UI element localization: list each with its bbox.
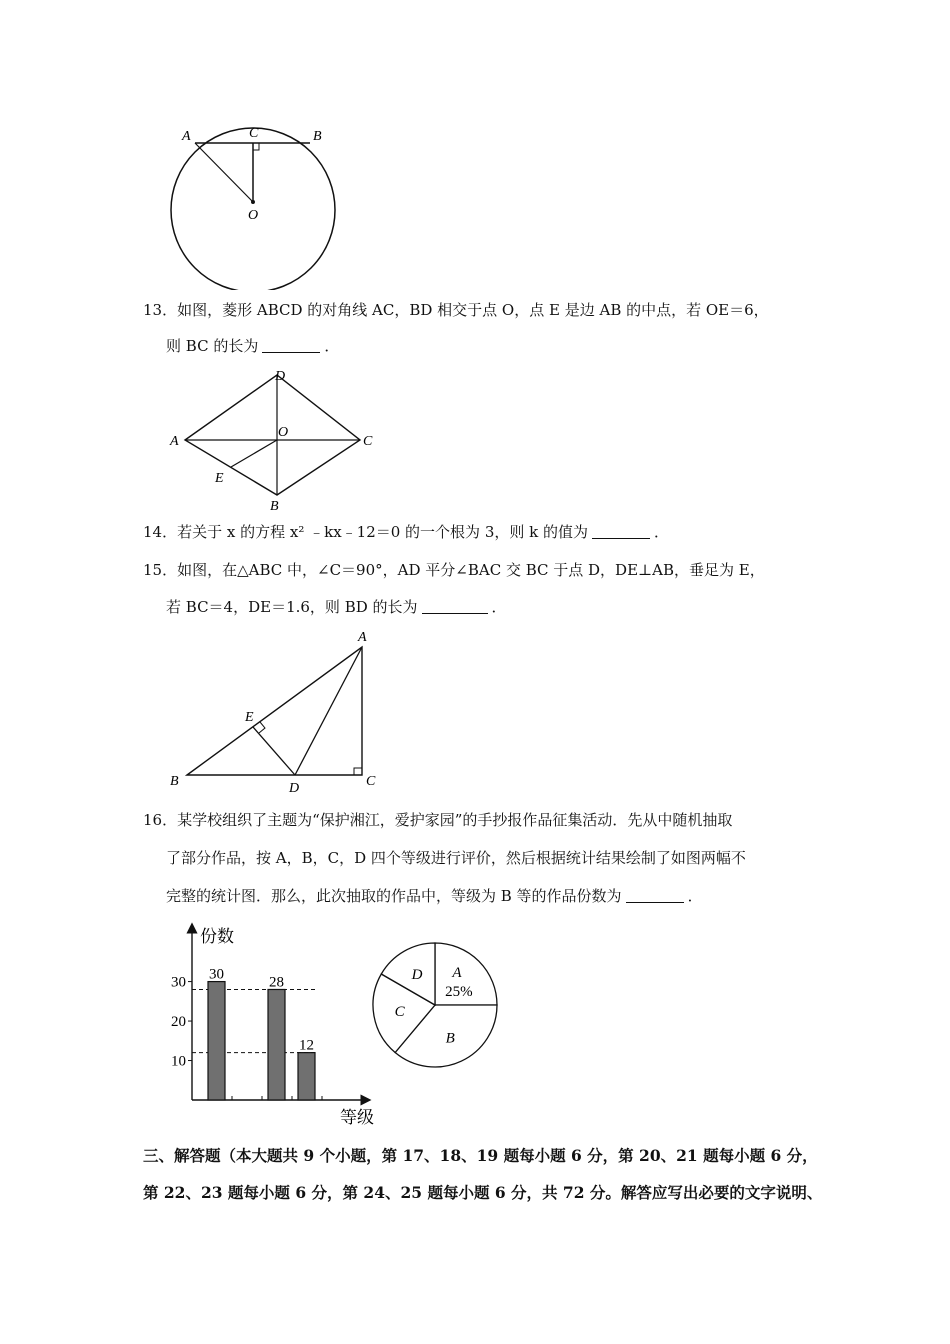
section-3-line2	[143, 1183, 822, 1203]
pie-slice-label: B	[445, 1030, 455, 1047]
y-tick-label: 30	[171, 974, 186, 991]
bar	[298, 1053, 315, 1100]
punctuation: ．	[687, 887, 703, 905]
x-axis-label: 等级	[340, 1108, 374, 1127]
question-text: 了部分作品，按 A，B，C，D 四个等级进行评价，然后根据统计结果绘制了如图两幅不	[166, 849, 746, 867]
point-label-e: E	[215, 471, 224, 486]
point-label-d: D	[275, 369, 286, 384]
section-heading: 三、解答题（本大题共 9 个小题，第 17、18、19 题每小题 6 分，第 20、21 题每小题 6 分，	[143, 1146, 818, 1165]
bar-chart	[160, 920, 390, 1130]
point-label-b: B	[170, 774, 179, 789]
question-13-line2	[166, 336, 339, 356]
question-14	[143, 522, 669, 542]
question-16-line1	[143, 810, 732, 830]
pie-slice-percent: 25%	[445, 984, 473, 1001]
question-16-line2	[166, 848, 746, 868]
circle-chord-figure	[160, 120, 360, 290]
point-label-o: O	[278, 425, 289, 440]
bar	[268, 989, 285, 1100]
point-label-b: B	[270, 499, 279, 514]
point-label-e: E	[245, 710, 254, 725]
y-axis-label: 份数	[200, 927, 234, 946]
y-tick-label: 10	[171, 1053, 186, 1070]
punctuation: ．	[654, 523, 670, 541]
question-number: 15．	[143, 561, 178, 579]
punctuation: ．	[491, 598, 507, 616]
point-label-d: D	[289, 781, 300, 795]
question-text: 完整的统计图．那么，此次抽取的作品中，等级为 B 等的作品份数为	[166, 887, 622, 905]
point-label-b: B	[313, 129, 322, 144]
question-text: 若关于 x 的方程 x² ﹣kx﹣12＝0 的一个根为 3，则 k 的值为	[177, 523, 588, 541]
question-16-line3	[166, 886, 703, 906]
section-text: 第 22、23 题每小题 6 分，第 24、25 题每小题 6 分，共 72 分。解答应写出必要的文字说明、	[143, 1183, 823, 1202]
right-triangle-figure	[165, 625, 390, 795]
bar-value-label: 28	[269, 974, 284, 991]
question-text: 如图，菱形 ABCD 的对角线 AC，BD 相交于点 O，点 E 是边 AB 的中点，若 OE＝6，	[177, 301, 769, 319]
bar	[208, 982, 225, 1100]
rhombus-figure	[165, 365, 390, 515]
question-number: 13．	[143, 301, 178, 319]
question-text: 若 BC＝4，DE＝1.6，则 BD 的长为	[166, 598, 418, 616]
question-15-line2	[166, 597, 507, 617]
question-text: 某学校组织了主题为“保护湘江，爱护家园”的手抄报作品征集活动．先从中随机抽取	[177, 811, 733, 829]
y-tick-label: 20	[171, 1014, 186, 1031]
bar-value-label: 12	[299, 1037, 314, 1054]
point-label-o: O	[248, 208, 259, 223]
pie-chart	[360, 925, 520, 1085]
point-label-a: A	[170, 434, 179, 449]
pie-slice-label: C	[394, 1004, 405, 1021]
answer-blank[interactable]	[626, 888, 684, 903]
answer-blank[interactable]	[422, 599, 488, 614]
answer-blank[interactable]	[592, 524, 650, 539]
question-13-line1	[143, 300, 769, 320]
section-3-line1	[143, 1146, 818, 1166]
punctuation: ．	[324, 337, 340, 355]
question-15-line1	[143, 560, 765, 580]
answer-blank[interactable]	[262, 338, 320, 353]
point-label-c: C	[249, 126, 259, 141]
pie-slice-label: A	[452, 965, 462, 982]
question-text: 则 BC 的长为	[166, 337, 259, 355]
pie-slice-label: D	[411, 966, 423, 983]
point-label-c: C	[366, 774, 376, 789]
point-label-a: A	[358, 630, 367, 645]
question-number: 14．	[143, 523, 178, 541]
point-label-c: C	[363, 434, 373, 449]
bar-value-label: 30	[209, 966, 224, 983]
question-text: 如图，在△ABC 中，∠C＝90°，AD 平分∠BAC 交 BC 于点 D，DE⊥AB，垂足为 E，	[177, 561, 765, 579]
question-number: 16．	[143, 811, 178, 829]
point-label-a: A	[182, 129, 191, 144]
